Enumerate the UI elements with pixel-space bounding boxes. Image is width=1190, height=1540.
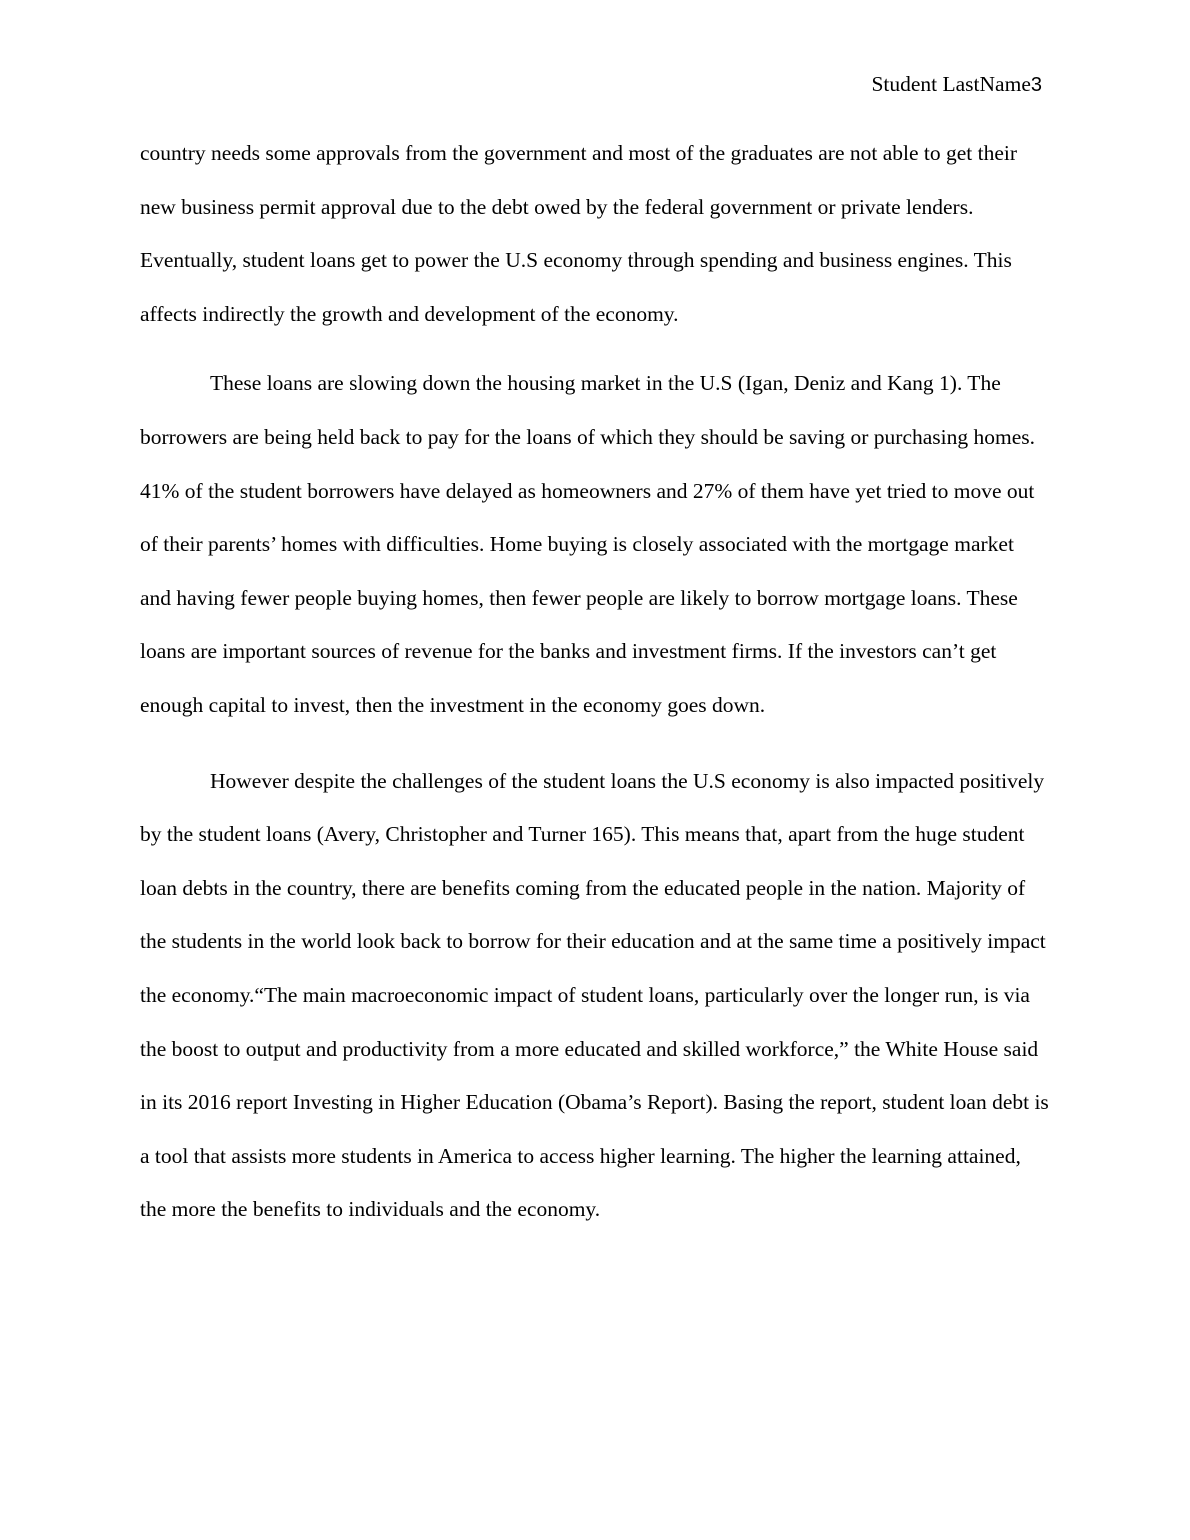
document-body	[140, 127, 1050, 1237]
paragraph-positive-impact: However despite the challenges of the student loans the U.S economy is also impacted positively by the student loans (Avery, Christopher and Turner 165). This means that, apart from the huge student loan debts in the country, there are benefits coming from the educated people in the nation. Majority of the students in the world look back to borrow for their education and at the same time a positively impact the economy.“The main macroeconomic impact of student loans, particularly over the longer run, is via the boost to output and productivity from a more educated and skilled workforce,” the White House said in its 2016 report Investing in Higher Education (Obama’s Report). Basing the report, student loan debt is a tool that assists more students in America to access higher learning. The higher the learning attained, the more the benefits to individuals and the economy.	[140, 768, 1049, 1222]
running-head: Student LastName	[871, 72, 1031, 96]
page-number: 3	[1030, 74, 1042, 96]
paragraph-continued: country needs some approvals from the government and most of the graduates are not able to get their new business permit approval due to the debt owed by the federal government or private lenders. Eventually, student loans get to power the U.S economy through spending and business engines. This affects indirectly the growth and development of the economy.	[140, 141, 1018, 326]
page-header	[871, 70, 1042, 99]
paragraph-housing-market: These loans are slowing down the housing market in the U.S (Igan, Deniz and Kang 1). The borrowers are being held back to pay for the loans of which they should be saving or purchasing homes. 41% of the student borrowers have delayed as homeowners and 27% of them have yet tried to move out of their parents’ homes with difficulties. Home buying is closely associated with the mortgage market and having fewer people buying homes, then fewer people are likely to borrow mortgage loans. These loans are important sources of revenue for the banks and investment firms. If the investors can’t get enough capital to invest, then the investment in the economy goes down.	[140, 371, 1036, 717]
